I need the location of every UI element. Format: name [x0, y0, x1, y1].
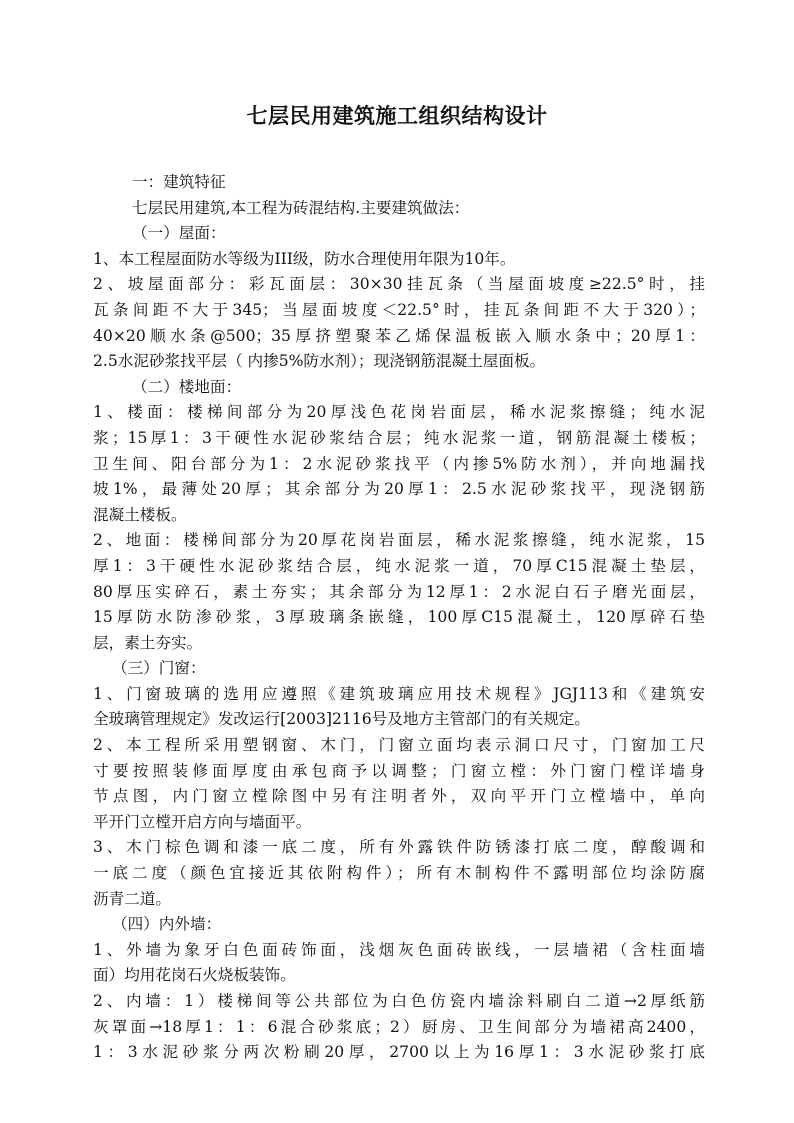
text-line: 1、外墙为象牙白色面砖饰面，浅烟灰色面砖嵌线，一层墙裙（含柱面墙: [93, 940, 705, 959]
text-line: 灰罩面→18厚1：1：6混合砂浆底；2）厨房、卫生间部分为墙裙高2400，: [93, 1017, 705, 1036]
text-line: 一：建筑特征: [132, 173, 226, 191]
text-line: 全玻璃管理规定》发改运行[2003]2116号及地方主管部门的有关规定。: [93, 710, 590, 729]
text-line: 沥青二道。: [93, 889, 171, 908]
text-line: 15厚防水防渗砂浆，3厚玻璃条嵌缝，100厚C15混凝土，120厚碎石垫: [93, 608, 705, 627]
text-line: 2、本工程所采用塑钢窗、木门，门窗立面均表示洞口尺寸，门窗加工尺: [93, 736, 705, 755]
text-line: （一）屋面：: [132, 224, 226, 243]
text-line: 1：3水泥砂浆分两次粉刷20厚，2700以上为16厚1：3水泥砂浆打底: [93, 1043, 705, 1062]
text-line: （四）内外墙：: [112, 915, 222, 934]
text-line: 3、木门棕色调和漆一底二度，所有外露铁件防锈漆打底二度，醇酸调和: [93, 838, 705, 857]
text-line: 2.5水泥砂浆找平层（ 内掺5%防水剂）；现浇钢筋混凝土屋面板。: [93, 352, 546, 371]
text-line: 坡1%，最薄处20厚；其余部分为20厚1：2.5水泥砂浆找平，现浇钢筋: [93, 480, 705, 499]
text-line: 1、门窗玻璃的选用应遵照《建筑玻璃应用技术规程》JGJ113和《建筑安: [93, 684, 705, 703]
text-line: 2、内墙：1）楼梯间等公共部位为白色仿瓷内墙涂料刷白二道→2厚纸筋: [93, 992, 705, 1010]
text-line: 2、地面：楼梯间部分为20厚花岗岩面层，稀水泥浆擦缝，纯水泥浆，15: [93, 531, 705, 550]
text-line: （三）门窗：: [112, 659, 206, 678]
text-line: 混凝土楼板。: [93, 505, 187, 524]
text-line: 2、坡屋面部分：彩瓦面层：30×30挂瓦条（当屋面坡度≥22.5°时，挂: [93, 275, 705, 294]
text-line: 七层民用建筑,本工程为砖混结构.主要建筑做法：: [132, 198, 470, 217]
text-line: 面）均用花岗石火烧板装饰。: [93, 966, 296, 985]
text-line: 层，素土夯实。: [93, 633, 203, 652]
document-body: [93, 170, 705, 1066]
document-title: 七层民用建筑施工组织结构设计: [246, 103, 548, 128]
text-line: 1、本工程屋面防水等级为III级，防水合理使用年限为10年。: [93, 249, 516, 268]
text-line: 40×20顺水条@500；35厚挤塑聚苯乙烯保温板嵌入顺水条中；20厚1：: [93, 326, 705, 345]
text-line: 平开门立樘开启方向与墙面平。: [93, 812, 312, 831]
text-line: 寸要按照装修面厚度由承包商予以调整；门窗立樘：外门窗门樘详墙身: [93, 761, 705, 780]
text-line: 厚1：3干硬性水泥砂浆结合层，纯水泥浆一道，70厚C15混凝土垫层，: [93, 556, 705, 575]
text-line: 浆；15厚1：3干硬性水泥砂浆结合层；纯水泥浆一道，钢筋混凝土楼板；: [93, 428, 705, 447]
text-line: 一底二度（颜色宜接近其依附构件）；所有木制构件不露明部位均涂防腐: [93, 864, 705, 883]
text-line: （二）楼地面：: [132, 377, 242, 396]
text-line: 卫生间、阳台部分为1：2水泥砂浆找平（内掺5%防水剂），并向地漏找: [93, 454, 705, 473]
text-line: 80厚压实碎石，素土夯实；其余部分为12厚1：2水泥白石子磨光面层，: [93, 582, 705, 601]
text-line: 1、楼面：楼梯间部分为20厚浅色花岗岩面层，稀水泥浆擦缝；纯水泥: [93, 403, 705, 422]
text-line: 节点图，内门窗立樘除图中另有注明者外，双向平开门立樘墙中，单向: [93, 787, 705, 806]
text-line: 瓦条间距不大于345；当屋面坡度＜22.5°时，挂瓦条间距不大于320）；: [93, 300, 705, 319]
